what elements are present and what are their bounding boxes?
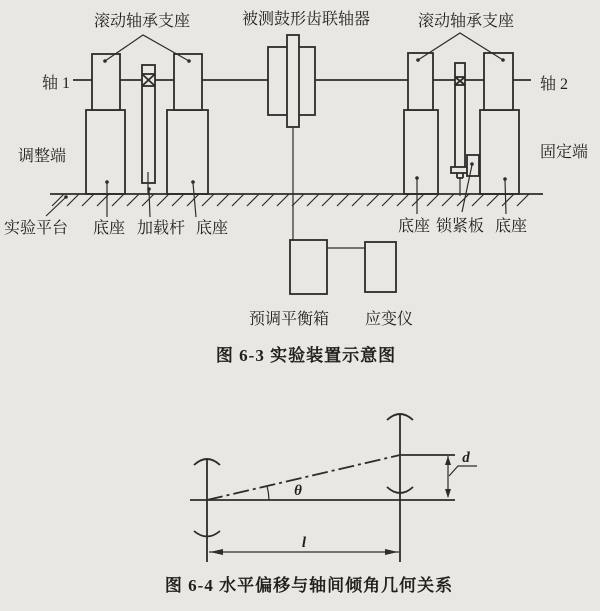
offset-dimension xyxy=(445,450,477,498)
label-locking-plate: 锁紧板 xyxy=(435,218,485,235)
right-bearing-assembly xyxy=(404,53,519,196)
figure-6-3-caption: 图 6-3 实验装置示意图 xyxy=(215,346,397,365)
balance-box-rect xyxy=(290,240,327,294)
label-loading-rod: 加载杆 xyxy=(136,220,186,237)
label-shaft-2: 轴 2 xyxy=(539,76,569,93)
label-strain-meter: 应变仪 xyxy=(364,311,414,328)
offset-symbol: d xyxy=(462,450,470,466)
base-block xyxy=(404,110,438,194)
base-block xyxy=(480,110,519,194)
label-balance-box: 预调平衡箱 xyxy=(248,311,330,328)
loading-rod xyxy=(142,65,155,194)
inclined-axis xyxy=(207,455,400,500)
instruments xyxy=(290,240,396,294)
bearing-pedestal xyxy=(484,53,513,110)
figure-6-4-diagram xyxy=(165,414,477,595)
label-platform: 实验平台 xyxy=(3,220,69,237)
left-shaft-symbol xyxy=(194,459,220,562)
label-left-bearing-support: 滚动轴承支座 xyxy=(93,13,191,30)
label-base-l2: 底座 xyxy=(195,220,229,237)
label-fixed-end: 固定端 xyxy=(539,144,589,161)
right-shaft-symbol xyxy=(387,414,413,562)
length-dimension xyxy=(209,535,399,555)
theta-symbol: θ xyxy=(294,483,302,499)
test-platform-ground xyxy=(50,194,543,206)
length-symbol: l xyxy=(301,535,307,551)
bearing-pedestal xyxy=(408,53,433,110)
figure-6-3-diagram xyxy=(4,10,588,365)
drum-gear-coupling xyxy=(268,35,315,240)
label-adjusting-end: 调整端 xyxy=(17,148,67,165)
locking-plate xyxy=(467,155,479,176)
adjusting-rod xyxy=(451,63,468,196)
label-base-r1: 底座 xyxy=(397,218,431,235)
theta-arc xyxy=(267,486,269,500)
base-block xyxy=(167,110,208,194)
strain-meter-rect xyxy=(365,242,396,292)
label-shaft-1: 轴 1 xyxy=(41,75,71,92)
figure-6-4-caption: 图 6-4 水平偏移与轴间倾角几何关系 xyxy=(164,576,454,595)
label-tested-coupling: 被测鼓形齿联轴器 xyxy=(241,11,371,28)
label-right-bearing-support: 滚动轴承支座 xyxy=(417,13,515,30)
label-base-l1: 底座 xyxy=(92,220,126,237)
label-base-r2: 底座 xyxy=(494,218,528,235)
left-bearing-assembly xyxy=(86,54,208,194)
